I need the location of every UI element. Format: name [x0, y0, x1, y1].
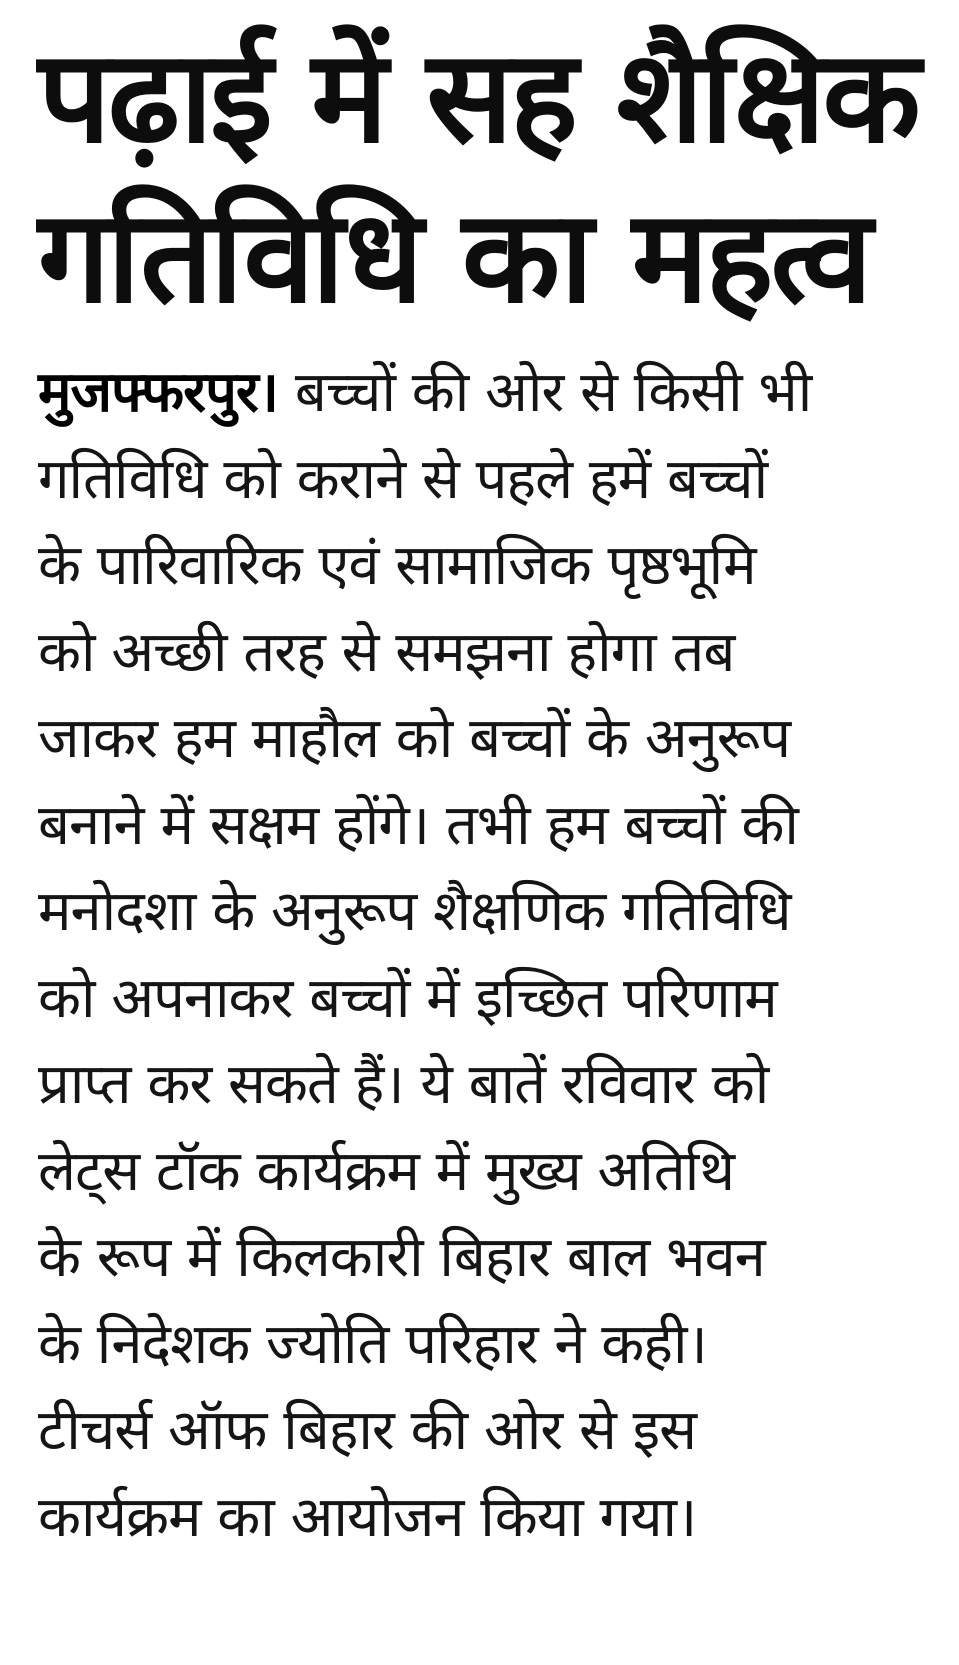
- dateline: मुजफ्फरपुर।: [38, 360, 279, 425]
- headline: [38, 18, 919, 338]
- body-line-4: को अच्छी तरह से समझना होगा तब: [38, 619, 735, 685]
- body-line-1: [38, 350, 919, 437]
- body-line-1-text: बच्चों की ओर से किसी भी: [294, 360, 812, 425]
- body-line-14: कार्यक्रम का आयोजन किया गया।: [38, 1484, 697, 1550]
- body-line-10: लेट्स टॉक कार्यक्रम में मुख्य अतिथि: [38, 1138, 734, 1204]
- body-line-9: प्राप्त कर सकते हैं। ये बातें रविवार को: [38, 1052, 769, 1117]
- body-line-11: के रूप में किलकारी बिहार बाल भवन: [38, 1225, 765, 1290]
- article-body: [38, 350, 919, 1561]
- body-line-6: बनाने में सक्षम होंगे। तभी हम बच्चों की: [38, 792, 798, 858]
- body-line-13: टीचर्स ऑफ बिहार की ओर से इस: [38, 1398, 696, 1463]
- body-line-8: को अपनाकर बच्चों में इच्छित परिणाम: [38, 965, 777, 1031]
- body-line-2: गतिविधि को कराने से पहले हमें बच्चों: [38, 446, 768, 512]
- body-line-7: मनोदशा के अनुरूप शैक्षणिक गतिविधि: [38, 879, 791, 944]
- body-line-12: के निदेशक ज्योति परिहार ने कही।: [38, 1311, 707, 1377]
- body-line-5: जाकर हम माहौल को बच्चों के अनुरूप: [38, 706, 791, 771]
- body-line-3: के पारिवारिक एवं सामाजिक पृष्ठभूमि: [38, 533, 756, 598]
- headline-line-1: पढ़ाई में सह शैक्षिक: [38, 23, 918, 172]
- headline-line-2: गतिविधि का महत्व: [38, 183, 870, 332]
